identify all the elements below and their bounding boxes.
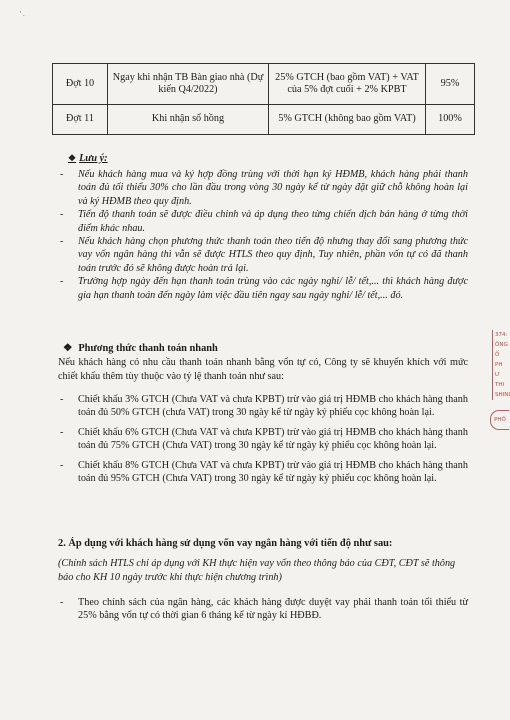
note-text: Tiến độ thanh toán sẽ được điều chỉnh và áp dụng theo từng chiến dịch bán hàng ở từng thời điểm khác nhau.	[78, 209, 468, 234]
red-stamp-fragment-bottom: PHÔ	[490, 410, 509, 430]
list-item: - Chiết khấu 6% GTCH (Chưa VAT và chưa KPBT) trừ vào giá trị HĐMB cho khách hàng thanh toán đủ 75% GTCH (Chưa VAT) trong 30 ngày kể từ ngày ký phiếu cọc không hoàn lại.	[60, 426, 468, 452]
table-row	[53, 105, 475, 135]
list-item: - Nếu khách hàng mua và ký hợp đồng trùng với thời hạn ký HĐMB, khách hàng phải thanh toán đủ tối thiểu 30% cho lần đầu trong vòng 30 ngày kể từ ngày đặt giữ chỗ không hoàn lại và ký HĐMB theo quy định.	[60, 169, 468, 207]
payment-schedule-table	[52, 63, 475, 135]
notes-title-text: Lưu ý:	[79, 153, 108, 164]
note-text: Nếu khách hàng chọn phương thức thanh toán theo tiến độ nhưng thay đổi sang phương thức vay vốn ngân hàng thì vẫn sẽ được HTLS theo quy định, Tuy nhiên, phần vốn tự có đã thanh toán trước đó sẽ không được hoàn trả lại.	[78, 236, 468, 274]
table-row	[53, 64, 475, 105]
fast-payment-heading	[63, 342, 218, 354]
phase-cell: Đợt 10	[53, 64, 108, 105]
section-2-list	[60, 596, 468, 623]
note-text: Nếu khách hàng mua và ký hợp đồng trùng với thời hạn ký HĐMB, khách hàng phải thanh toán đủ tối thiểu 30% cho lần đầu trong vòng 30 ngày kể từ ngày đặt giữ chỗ không hoàn lại và ký HĐMB theo quy định.	[78, 169, 468, 207]
cumulative-cell: 95%	[426, 64, 475, 105]
diamond-bullet-icon: ❖	[68, 153, 77, 163]
section-2-text: Theo chính sách của ngân hàng, các khách hàng được duyệt vay phải thanh toán tối thiểu từ 25% bằng vốn tự có thời gian 6 tháng kể từ ngày kí HĐBĐ.	[78, 597, 468, 622]
cumulative-cell: 100%	[426, 105, 475, 135]
red-stamp-fragment: 374: ÔNG Ổ PH Ư THI SHINI	[492, 330, 508, 400]
amount-cell: 5% GTCH (không bao gồm VAT)	[269, 105, 426, 135]
notes-list	[60, 168, 468, 302]
note-text: Trường hợp ngày đến hạn thanh toán trùng vào các ngày nghỉ/ lễ/ tết,... thì khách hàng được gia hạn thanh toán đến ngày làm việc đầu tiên ngay sau ngày nghỉ/ lễ/ tết,... đó.	[78, 276, 468, 301]
section-2-italic-note: (Chính sách HTLS chỉ áp dụng với KH thực hiện vay vốn theo thông báo của CĐT, CĐT sẽ thông báo cho KH 10 ngày trước khi thực hiện chương trình)	[58, 558, 456, 583]
list-item: - Theo chính sách của ngân hàng, các khách hàng được duyệt vay phải thanh toán tối thiểu từ 25% bằng vốn tự có thời gian 6 tháng kể từ ngày kí HĐBĐ.	[60, 597, 468, 622]
discount-list	[60, 393, 468, 485]
time-cell: Ngay khi nhận TB Bàn giao nhà (Dự kiến Q4/2022)	[108, 64, 269, 105]
list-item: - Tiến độ thanh toán sẽ được điều chỉnh và áp dụng theo từng chiến dịch bán hàng ở từng thời điểm khác nhau.	[60, 209, 468, 234]
amount-cell: 25% GTCH (bao gồm VAT) + VAT của 5% đợt cuối + 2% KPBT	[269, 64, 426, 105]
list-item: - Chiết khấu 3% GTCH (Chưa VAT và chưa KPBT) trừ vào giá trị HĐMB cho khách hàng thanh toán đủ 50% GTCH (chưa VAT) trong 30 ngày kể từ ngày ký phiếu cọc không hoàn lại.	[60, 394, 468, 419]
notes-title	[68, 153, 108, 164]
list-item: - Nếu khách hàng chọn phương thức thanh toán theo tiến độ nhưng thay đổi sang phương thức vay vốn ngân hàng thì vẫn sẽ được HTLS theo quy định, Tuy nhiên, phần vốn tự có đã thanh toán trước đó sẽ không được hoàn trả lại.	[60, 236, 468, 274]
corner-mark: ' .	[20, 10, 25, 18]
discount-text: Chiết khấu 8% GTCH (Chưa VAT và chưa KPBT) trừ vào giá trị HĐMB cho khách hàng thanh toán đủ 95% GTCH (Chưa VAT) trong 30 ngày kể từ ngày ký phiếu cọc không hoàn lại.	[78, 459, 468, 485]
fast-payment-intro: Nếu khách hàng có nhu cầu thanh toán nhanh bằng vốn tự có, Công ty sẽ khuyến khích với mức chiết khấu thêm tùy thuộc vào tỷ lệ thanh toán như sau:	[58, 357, 468, 382]
diamond-bullet-icon: ❖	[63, 343, 73, 354]
fast-payment-title: Phương thức thanh toán nhanh	[78, 343, 218, 354]
section-2-heading: 2. Áp dụng với khách hàng sử dụng vốn vay ngân hàng với tiến độ như sau:	[58, 538, 393, 549]
time-cell: Khi nhận sổ hồng	[108, 105, 269, 135]
list-item: - Trường hợp ngày đến hạn thanh toán trùng vào các ngày nghỉ/ lễ/ tết,... thì khách hàng được gia hạn thanh toán đến ngày làm việc đầu tiên ngay sau ngày nghỉ/ lễ/ tết,... đó.	[60, 276, 468, 301]
phase-cell: Đợt 11	[53, 105, 108, 135]
list-item: - Chiết khấu 8% GTCH (Chưa VAT và chưa KPBT) trừ vào giá trị HĐMB cho khách hàng thanh toán đủ 95% GTCH (Chưa VAT) trong 30 ngày kể từ ngày ký phiếu cọc không hoàn lại.	[60, 459, 468, 485]
discount-text: Chiết khấu 3% GTCH (Chưa VAT và chưa KPBT) trừ vào giá trị HĐMB cho khách hàng thanh toán đủ 50% GTCH (chưa VAT) trong 30 ngày kể từ ngày ký phiếu cọc không hoàn lại.	[78, 394, 468, 419]
discount-text: Chiết khấu 6% GTCH (Chưa VAT và chưa KPBT) trừ vào giá trị HĐMB cho khách hàng thanh toán đủ 75% GTCH (Chưa VAT) trong 30 ngày kể từ ngày ký phiếu cọc không hoàn lại.	[78, 426, 468, 452]
